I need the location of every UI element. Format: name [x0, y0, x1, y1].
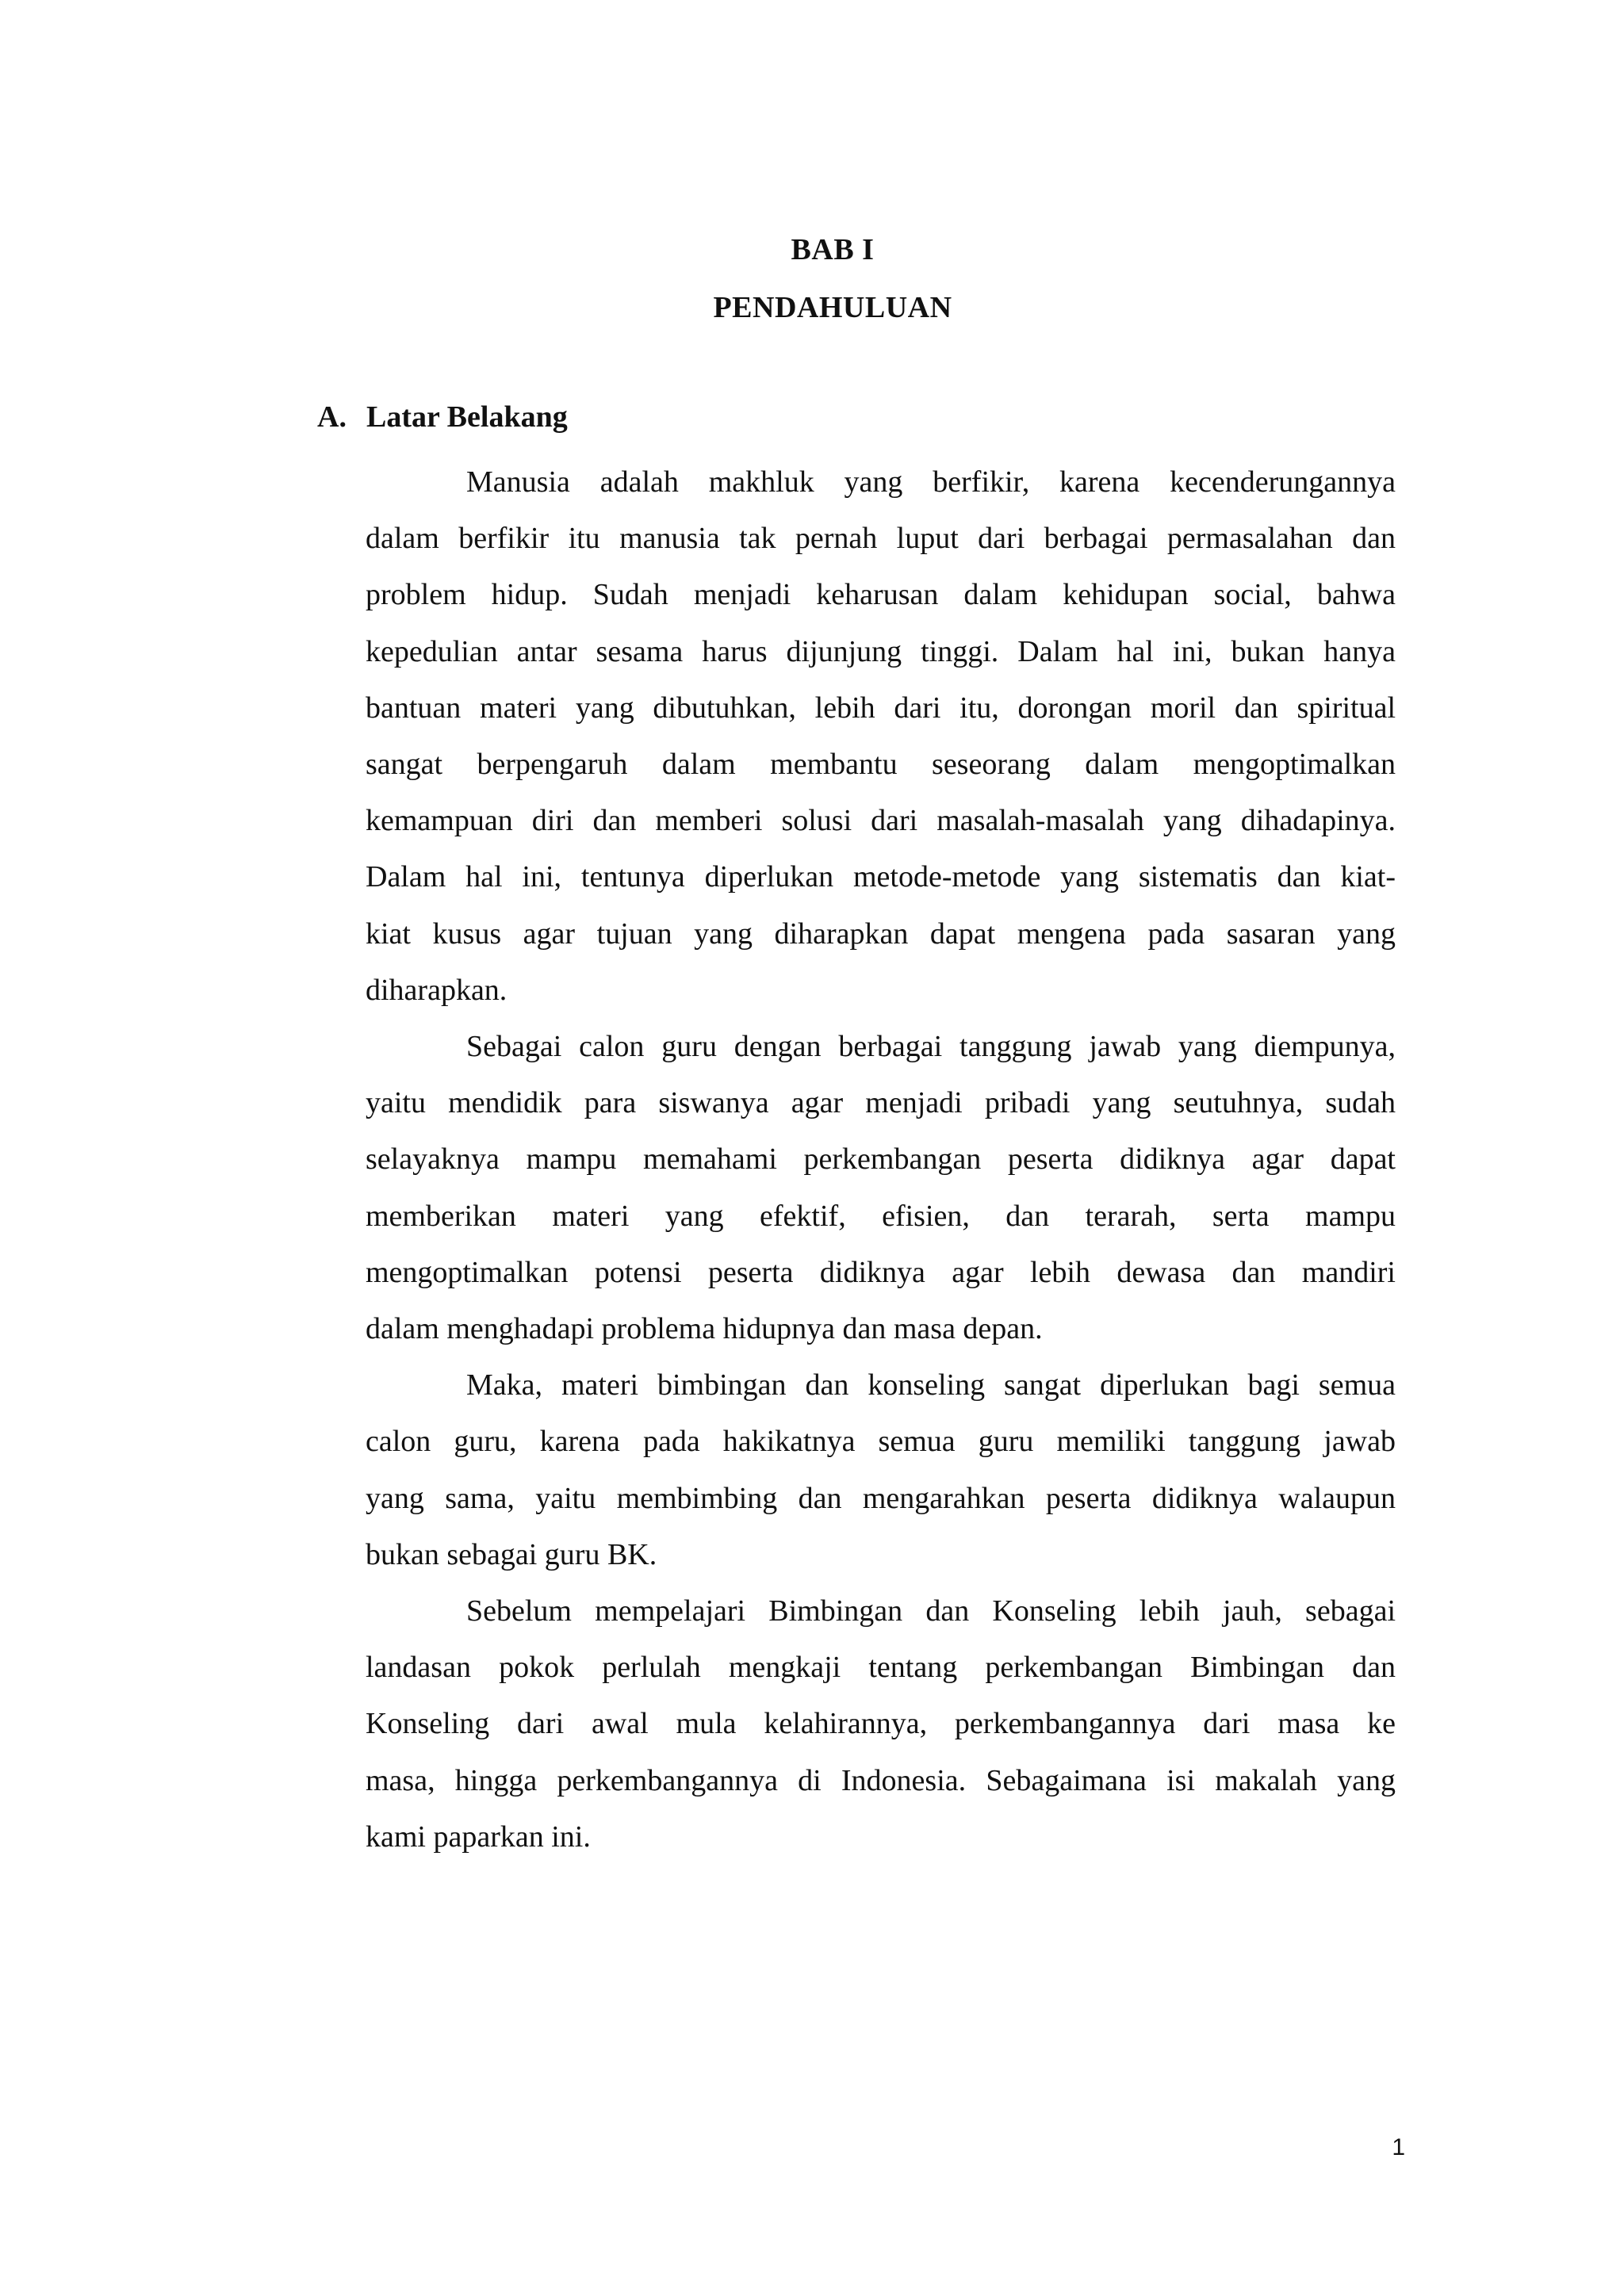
paragraph-line: dalam berfikir itu manusia tak pernah luput dari berbagai permasalahan dan	[366, 522, 1396, 556]
paragraph	[366, 1019, 1396, 1357]
section-heading	[317, 400, 568, 434]
paragraph-line: sangat berpengaruh dalam membantu seseorang dalam mengoptimalkan	[366, 748, 1396, 782]
body-text	[366, 454, 1396, 1866]
chapter-title: PENDAHULUAN	[713, 291, 952, 324]
paragraph-line: Konseling dari awal mula kelahirannya, perkembangannya dari masa ke	[366, 1707, 1396, 1741]
paragraph-line: bukan sebagai guru BK.	[366, 1537, 657, 1571]
paragraph-line: kiat kusus agar tujuan yang diharapkan dapat mengena pada sasaran yang	[366, 916, 1396, 951]
paragraph-line: memberikan materi yang efektif, efisien, dan terarah, serta mampu	[366, 1199, 1396, 1233]
paragraph-line: dalam menghadapi problema hidupnya dan masa depan.	[366, 1312, 1043, 1346]
section-title: Latar Belakang	[366, 400, 568, 434]
paragraph-line: Sebagai calon guru dengan berbagai tanggung jawab yang diempunya,	[466, 1030, 1396, 1064]
page-number: 1	[1392, 2134, 1405, 2160]
chapter-number: BAB I	[791, 233, 875, 266]
paragraph-line: masa, hingga perkembangannya di Indonesia. Sebagaimana isi makalah yang	[366, 1763, 1396, 1797]
paragraph-line: kemampuan diri dan memberi solusi dari masalah-masalah yang dihadapinya.	[366, 804, 1396, 838]
paragraph-line: kepedulian antar sesama harus dijunjung tinggi. Dalam hal ini, bukan hanya	[366, 634, 1396, 668]
paragraph-line: yang sama, yaitu membimbing dan mengarahkan peserta didiknya walaupun	[366, 1481, 1396, 1515]
paragraph-line: Dalam hal ini, tentunya diperlukan metode-metode yang sistematis dan kiat-	[366, 860, 1396, 894]
paragraph-line: calon guru, karena pada hakikatnya semua guru memiliki tanggung jawab	[366, 1425, 1396, 1459]
paragraph-line: Manusia adalah makhluk yang berfikir, karena kecenderungannya	[466, 465, 1396, 499]
paragraph-line: bantuan materi yang dibutuhkan, lebih dari itu, dorongan moril dan spiritual	[366, 691, 1396, 725]
paragraph	[366, 1357, 1396, 1583]
paragraph	[366, 454, 1396, 1019]
paragraph-line: kami paparkan ini.	[366, 1820, 591, 1854]
paragraph-line: Sebelum mempelajari Bimbingan dan Konseling lebih jauh, sebagai	[466, 1594, 1396, 1628]
paragraph-line: selayaknya mampu memahami perkembangan peserta didiknya agar dapat	[366, 1142, 1396, 1177]
paragraph-line: landasan pokok perlulah mengkaji tentang perkembangan Bimbingan dan	[366, 1651, 1396, 1685]
paragraph-line: diharapkan.	[366, 973, 508, 1007]
paragraph-line: Maka, materi bimbingan dan konseling sangat diperlukan bagi semua	[466, 1368, 1396, 1402]
paragraph-line: problem hidup. Sudah menjadi keharusan dalam kehidupan social, bahwa	[366, 578, 1396, 612]
paragraph	[366, 1583, 1396, 1866]
section-marker: A.	[317, 400, 347, 434]
paragraph-line: yaitu mendidik para siswanya agar menjadi pribadi yang seutuhnya, sudah	[366, 1086, 1396, 1120]
paragraph-line: mengoptimalkan potensi peserta didiknya agar lebih dewasa dan mandiri	[366, 1255, 1396, 1289]
